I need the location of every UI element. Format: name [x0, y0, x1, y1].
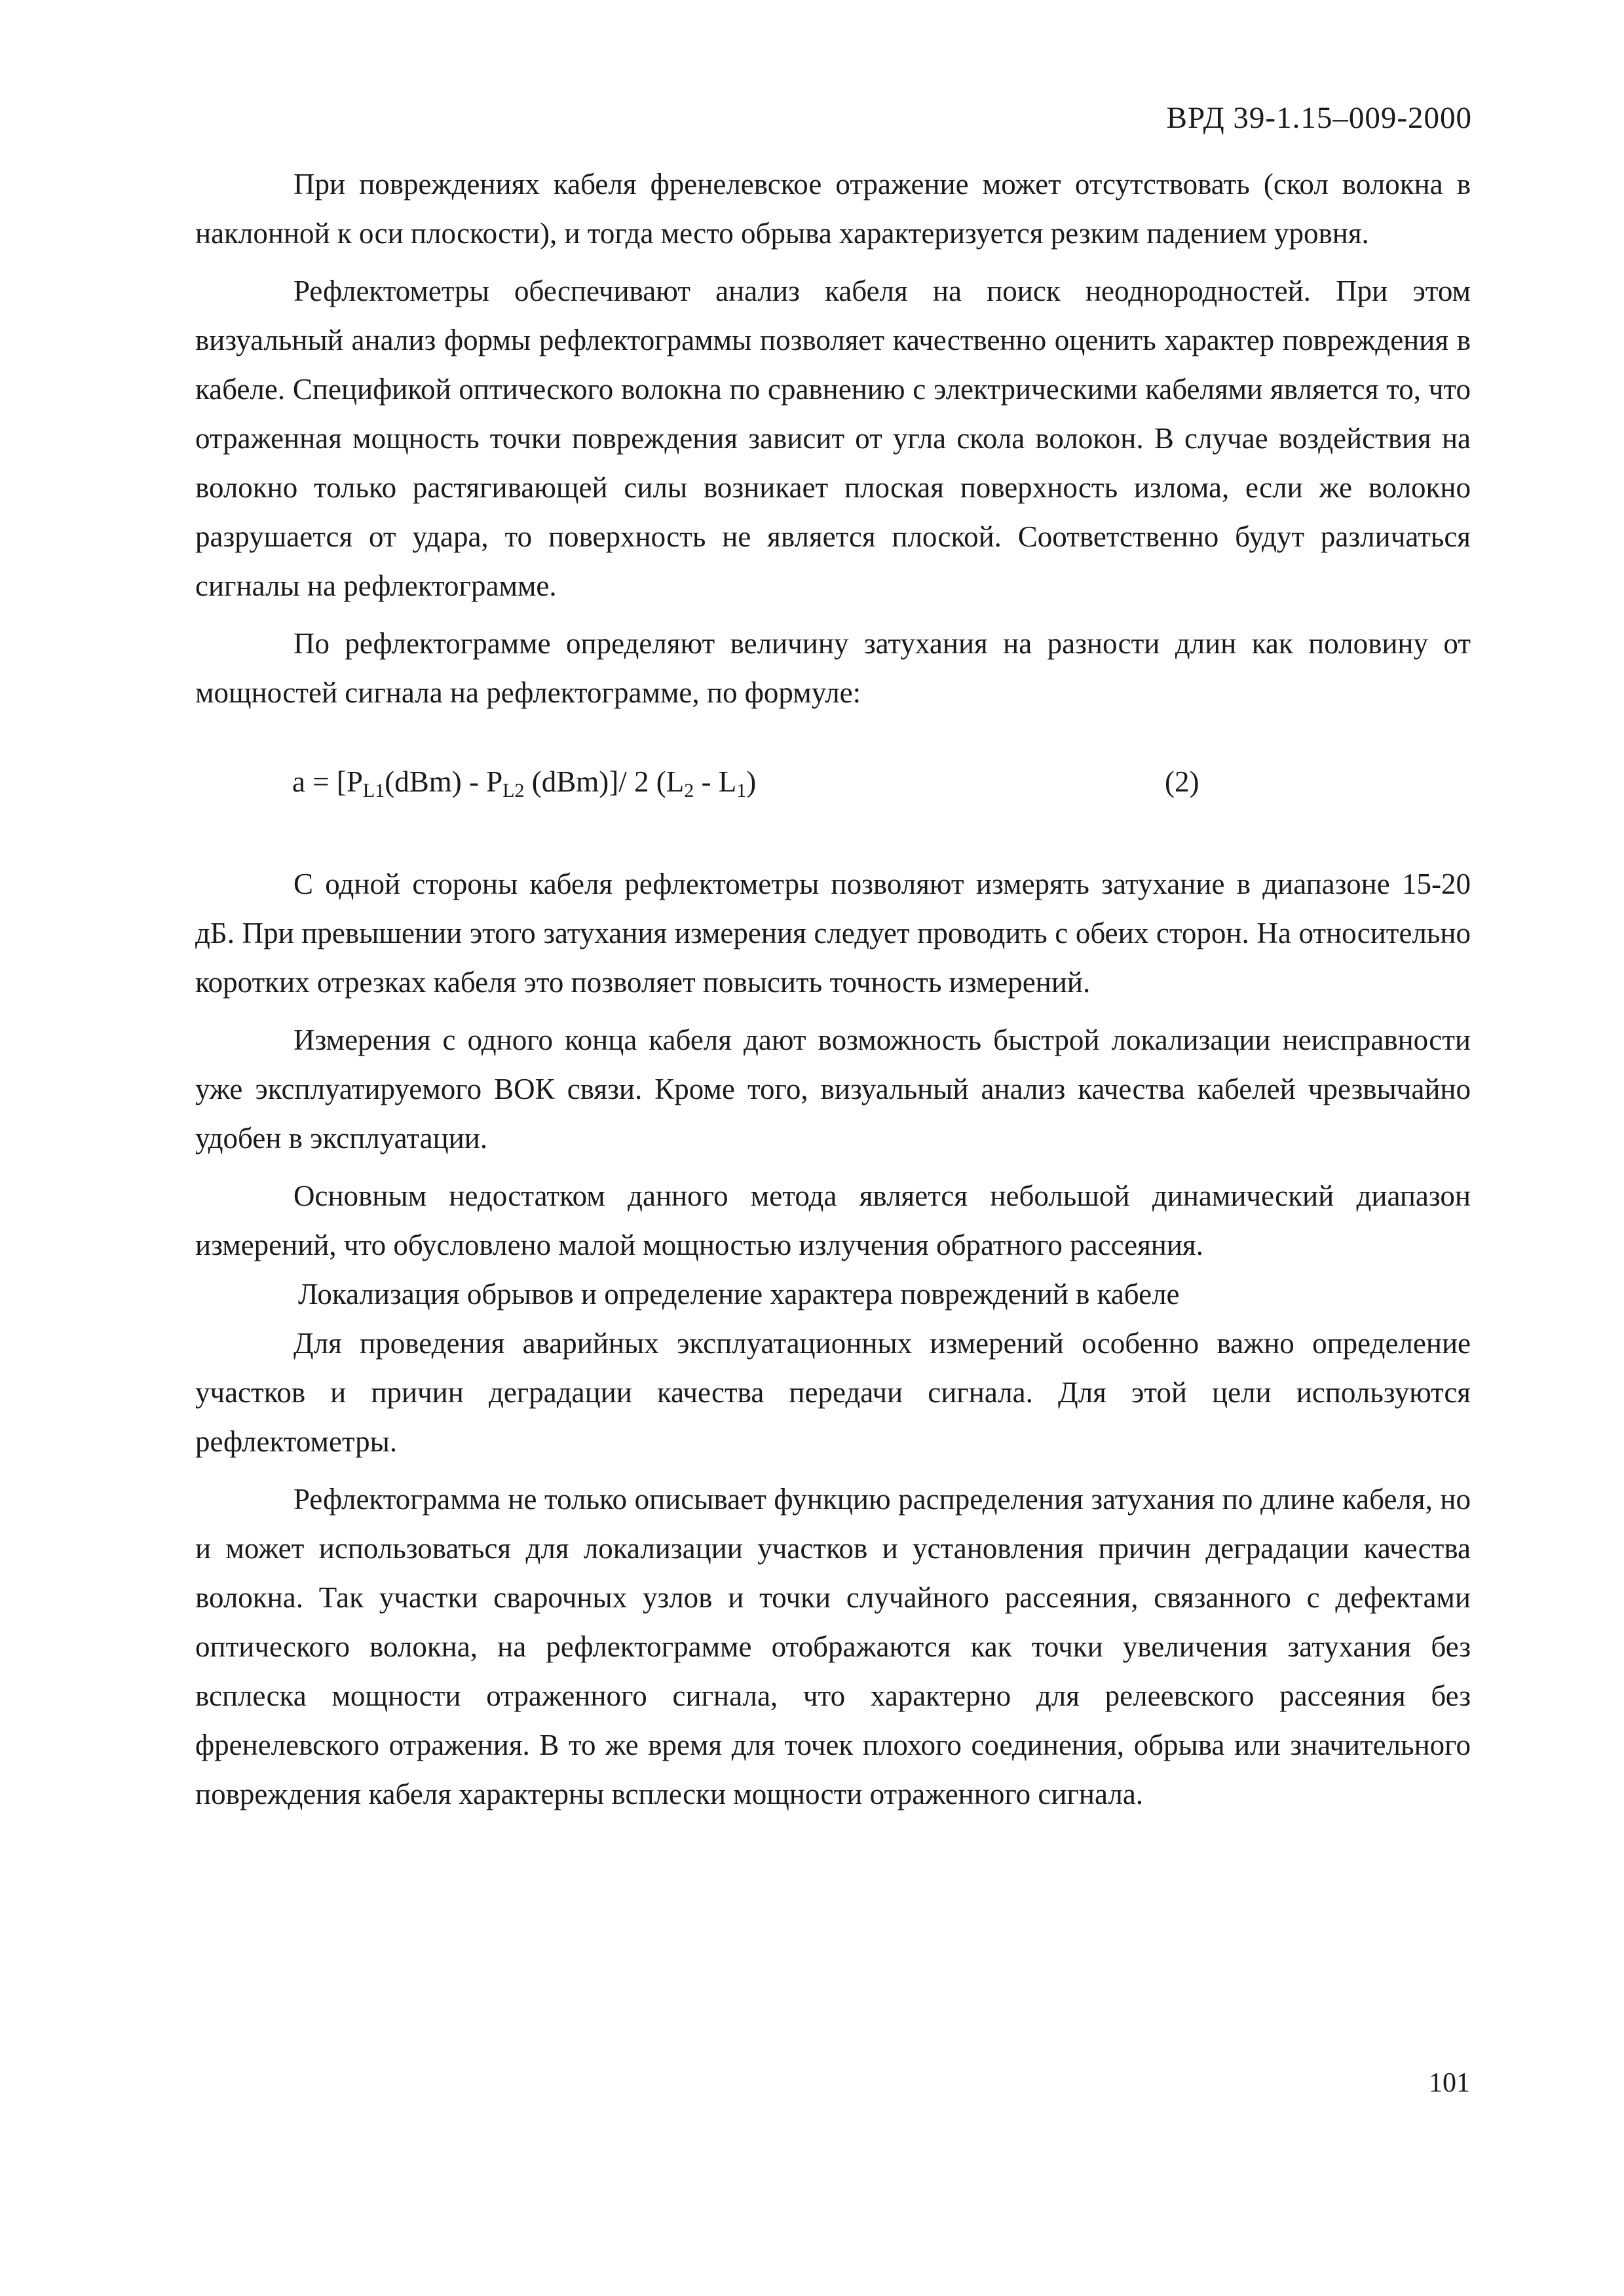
formula-attenuation — [195, 757, 1471, 807]
formula-number: (2) — [1165, 765, 1199, 798]
formula-dbm1: (dBm) - P — [385, 765, 503, 798]
formula-expression — [292, 757, 756, 807]
section-heading: Локализация обрывов и определение характера повреждений в кабеле — [298, 1278, 1180, 1311]
formula-sub-l1: L1 — [362, 780, 385, 801]
formula-sub-1: 1 — [736, 780, 747, 801]
formula-sub-l2: L2 — [502, 780, 525, 801]
paragraph-attenuation-definition: По рефлектограмме определяют величину затухания на разности длин как половину от мощностей сигнала на рефлектограмме, по формуле: — [195, 627, 1471, 709]
document-code: ВРД 39-1.15–009-2000 — [1166, 101, 1472, 135]
formula-sub-2: 2 — [684, 780, 694, 801]
formula-open: [P — [336, 765, 363, 798]
paragraph-fresnel-reflection: При повреждениях кабеля френелевское отражение может отсутствовать (скол волокна в наклонной к оси плоскости), и тогда место обрыва характеризуется резким падением уровня. — [195, 168, 1471, 250]
page-number: 101 — [1429, 2068, 1470, 2098]
page-body — [195, 160, 1471, 1819]
paragraph-method-drawback: Основным недостатком данного метода является небольшой динамический диапазон измерений, что обусловлено малой мощностью излучения обратного рассеяния. — [195, 1179, 1471, 1261]
paragraph-reflectogram-description: Рефлектограмма не только описывает функцию распределения затухания по длине кабеля, но и может использоваться для локализации участков и установления причин деградации качества волокна. Так участки сварочных узлов и точки случайного рассеяния, связанного с дефектами оптического волокна, на рефлектограмме отображаются как точки увеличения затухания без всплеска мощности отраженного сигнала, что характерно для релеевского рассеяния без френелевского отражения. В то же время для точек плохого соединения, обрыва или значительного повреждения кабеля характерны всплески мощности отраженного сигнала. — [195, 1483, 1471, 1810]
formula-minus: - L — [694, 765, 737, 798]
formula-dbm2: (dBm)]/ 2 (L — [524, 765, 685, 798]
paragraph-one-end-measurement: Измерения с одного конца кабеля дают возможность быстрой локализации неисправности уже эксплуатируемого ВОК связи. Кроме того, визуальный анализ качества кабелей чрезвычайно удобен в эксплуатации. — [195, 1024, 1471, 1155]
formula-lhs: a = — [292, 765, 337, 798]
paragraph-emergency-measurements: Для проведения аварийных эксплуатационных измерений особенно важно определение участков и причин деградации качества передачи сигнала. Для этой цели используются рефлектометры. — [195, 1327, 1471, 1458]
paragraph-reflectometers-analysis: Рефлектометры обеспечивают анализ кабеля на поиск неоднородностей. При этом визуальный анализ формы рефлектограммы позволяет качественно оценить характер повреждения в кабеле. Спецификой оптического волокна по сравнению с электрическими кабелями является то, что отраженная мощность точки повреждения зависит от угла скола волокон. В случае воздействия на волокно только растягивающей силы возникает плоская поверхность излома, если же волокно разрушается от удара, то поверхность не является плоской. Соответственно будут различаться сигналы на рефлектограмме. — [195, 275, 1471, 602]
formula-close: ) — [746, 765, 757, 798]
paragraph-dynamic-range: С одной стороны кабеля рефлектометры позволяют измерять затухание в диапазоне 15-20 дБ. При превышении этого затухания измерения следует проводить с обеих сторон. На относительно коротких отрезках кабеля это позволяет повысить точность измерений. — [195, 868, 1471, 999]
